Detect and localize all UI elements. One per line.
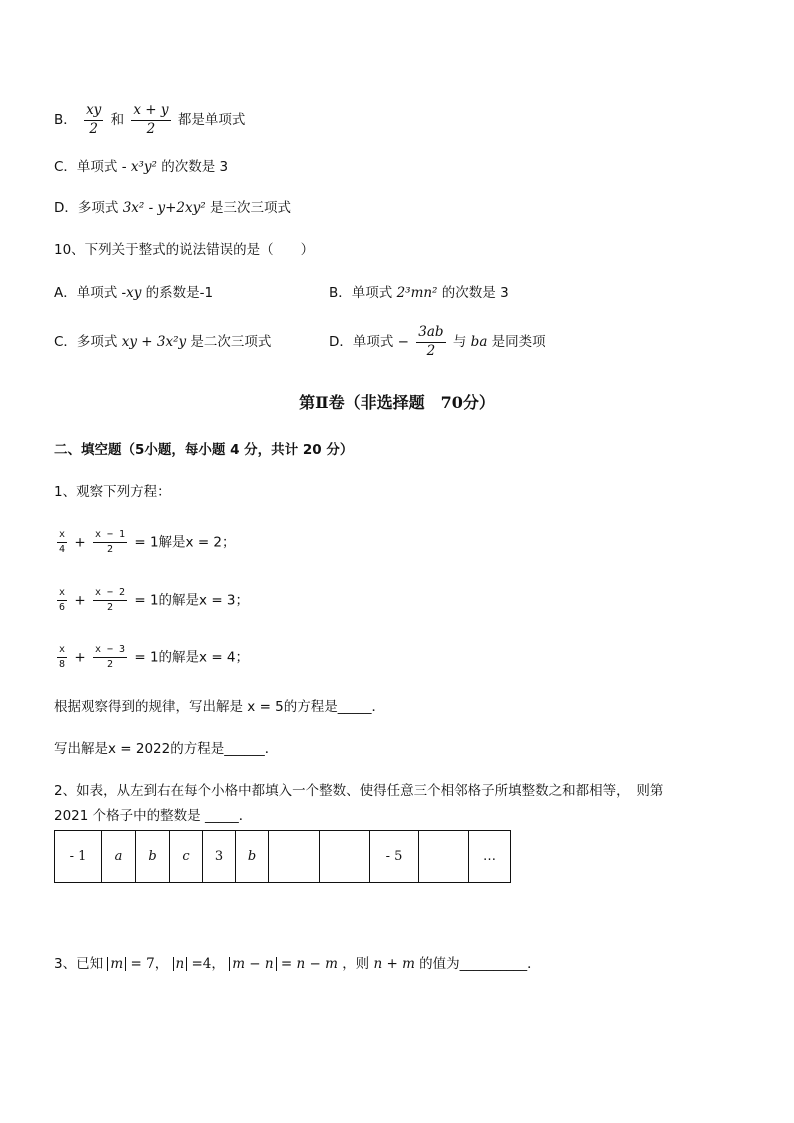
fill1-equation-2: $\frac{x}{6}$ + $\frac{x - 2}{2}$ = 1的解是x = 3； <box>59 587 250 613</box>
fraction: $\frac{x}{4}$ <box>59 529 66 555</box>
q9-option-d: D．多项式 3x² - y+2xy² 是三次三项式 <box>54 200 291 216</box>
q10-option-d: D．单项式 − $\frac{3ab}{2}$ 与 ba 是同类项 <box>329 324 546 359</box>
table-row <box>55 831 511 883</box>
absolute-value-m-minus-n: m − n <box>229 957 276 971</box>
math-expression: -xy <box>121 285 142 301</box>
fraction: $\frac{x}{8}$ <box>59 644 66 670</box>
grid-cell: b <box>136 831 170 883</box>
fraction: $\frac{x - 3}{2}$ <box>94 644 126 670</box>
fill1-ask-1: 根据观察得到的规律，写出解是 x = 5的方程是_____． <box>54 699 386 715</box>
grid-cell: - 1 <box>55 831 102 883</box>
section-title: 第Ⅱ卷（非选择题 70分） <box>299 393 495 412</box>
absolute-value-m: m <box>107 957 126 971</box>
grid-cell: … <box>469 831 511 883</box>
math-expression: n + m <box>373 956 415 972</box>
option-label: B． <box>54 112 77 128</box>
number-grid-table <box>54 830 511 883</box>
grid-cell <box>419 831 469 883</box>
grid-cell <box>320 831 370 883</box>
q10-option-c: C．多项式 xy + 3x²y 是二次三项式 <box>54 334 272 350</box>
fraction: $\frac{x}{6}$ <box>59 587 66 613</box>
math-expression: x³y² <box>130 159 157 175</box>
fill1-equation-1: $\frac{x}{4}$ + $\frac{x - 1}{2}$ = 1解是x = 2； <box>59 529 236 555</box>
absolute-value-n: n <box>173 957 188 971</box>
math-expression: 2³mn² <box>396 285 438 301</box>
math-expression: ba <box>470 334 488 350</box>
fill2-line-1: 2、如表，从左到右在每个小格中都填入一个整数、使得任意三个相邻格子所填整数之和都相等， 则第 <box>54 783 664 799</box>
grid-cell: b <box>236 831 269 883</box>
fraction: $\frac{x - 1}{2}$ <box>94 529 126 555</box>
fill1-equation-3: $\frac{x}{8}$ + $\frac{x - 3}{2}$ = 1的解是x = 4； <box>59 644 250 670</box>
math-expression: xy + 3x²y <box>121 334 187 350</box>
q9-option-b: B． $\frac{xy}{2}$ 和 $\frac{x + y}{2}$ 都是单项式 <box>54 102 246 137</box>
fill2-line-2: 2021 个格子中的整数是 _____． <box>54 808 253 824</box>
fill1-stem: 1、观察下列方程： <box>54 484 171 500</box>
grid-cell: 3 <box>203 831 236 883</box>
grid-cell <box>269 831 320 883</box>
fraction-3ab-over-2: $\frac{3ab}{2}$ <box>418 324 444 359</box>
q9-option-c: C．单项式 - x³y² 的次数是 3 <box>54 159 229 175</box>
fill3-question: 3、已知 m = 7， n =4， m − n = n − m ，则 n + m 的值为__________． <box>54 956 541 972</box>
grid-cell: - 5 <box>370 831 419 883</box>
q10-stem: 10、下列关于整式的说法错误的是（ ） <box>54 242 315 258</box>
math-expression: 3x² - y+2xy² <box>122 200 206 216</box>
grid-cell: a <box>102 831 136 883</box>
fraction-xy-over-2: $\frac{xy}{2}$ <box>86 102 102 137</box>
fill1-ask-2: 写出解是x = 2022的方程是______． <box>54 741 279 757</box>
q10-option-b: B．单项式 2³mn² 的次数是 3 <box>329 285 509 301</box>
grid-cell: c <box>170 831 203 883</box>
q10-option-a: A．单项式 -xy 的系数是-1 <box>54 285 214 301</box>
fraction: $\frac{x - 2}{2}$ <box>94 587 126 613</box>
fraction-x-plus-y-over-2: $\frac{x + y}{2}$ <box>133 102 169 137</box>
section-heading: 二、填空题（5小题，每小题 4 分，共计 20 分） <box>54 442 354 458</box>
